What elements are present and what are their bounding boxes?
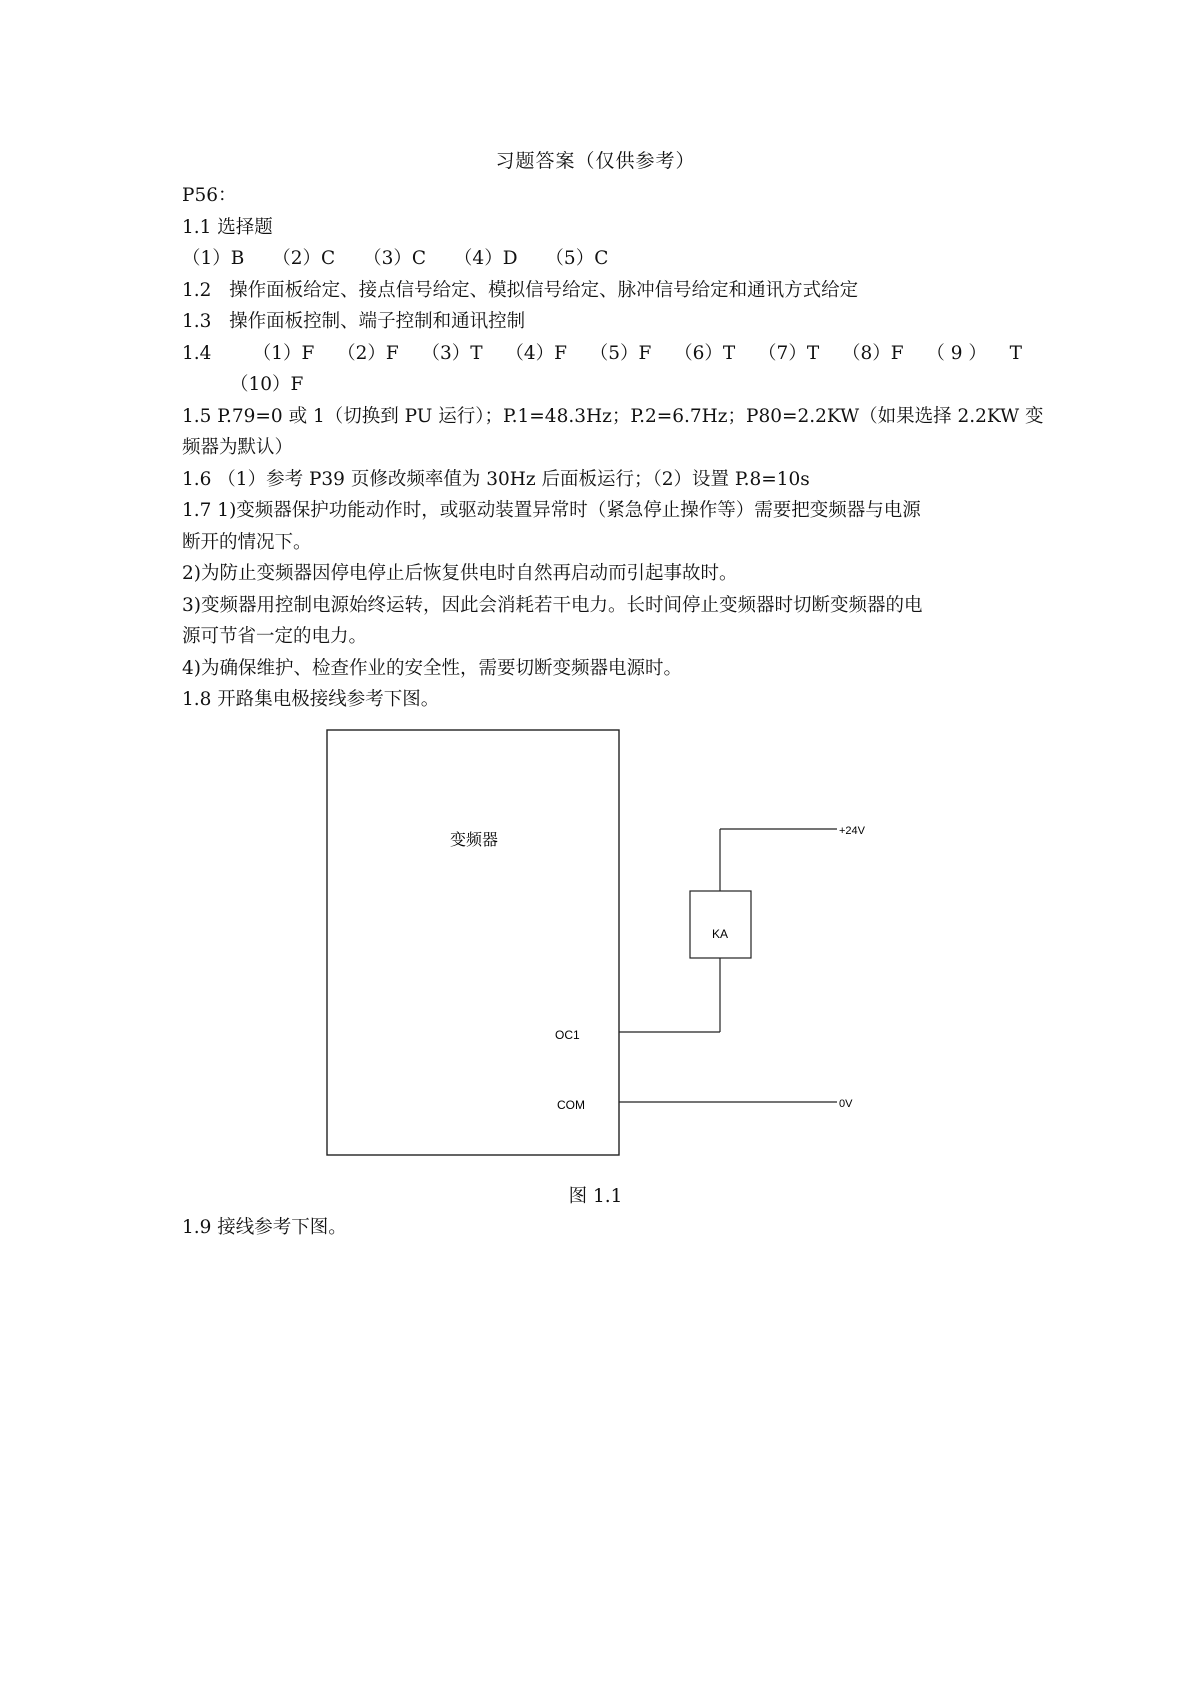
q1-7-line: 2)为防止变频器因停电停止后恢复供电时自然再启动而引起事故时。	[182, 563, 738, 584]
q1-7-line: 断开的情况下。	[182, 531, 312, 553]
relay-coil-box	[690, 891, 751, 958]
question-number: 1.3	[182, 311, 212, 332]
q1-7-line: 4)为确保维护、检查作业的安全性，需要切断变频器电源时。	[182, 657, 682, 679]
inverter-box	[327, 730, 619, 1155]
q1-4-answers-continued: （10）F	[230, 374, 304, 395]
q1-8-answer: 1.8 开路集电极接线参考下图。	[182, 689, 440, 710]
answer-item: （4）D	[453, 248, 518, 269]
answer-text: 操作面板控制、端子控制和通讯控制	[229, 311, 526, 332]
question-number: 1.4	[182, 342, 212, 364]
answer-item: （4）F	[505, 342, 568, 364]
page-title: 习题答案（仅供参考）	[495, 150, 696, 172]
inverter-label: 变频器	[449, 830, 499, 849]
answer-item: （6）T	[674, 342, 736, 364]
answer-item: （5）F	[589, 342, 652, 364]
q1-6-answer: 1.6 （1）参考 P39 页修改频率值为 30Hz 后面板运行；（2）设置 P.8=10s	[182, 468, 810, 490]
figure-caption: 图 1.1	[568, 1186, 623, 1207]
answer-item: （5）C	[545, 248, 609, 269]
q1-7-line: 源可节省一定的电力。	[182, 626, 368, 647]
answer-item: （2）C	[272, 248, 336, 269]
q1-5-line: 1.5 P.79=0 或 1（切换到 PU 运行）；P.1=48.3Hz；P.2=6.7Hz；P80=2.2KW（如果选择 2.2KW 变	[182, 405, 1044, 427]
terminal-com-label: COM	[557, 1098, 585, 1112]
page-reference: P56：	[182, 185, 237, 206]
answer-item: T	[1009, 342, 1022, 364]
answer-item: （2）F	[337, 342, 399, 364]
ground-label: 0V	[839, 1098, 853, 1110]
answer-item: （3）C	[363, 248, 427, 269]
terminal-oc1-label: OC1	[555, 1028, 580, 1042]
answer-item: （7）T	[758, 342, 820, 364]
relay-label: KA	[711, 927, 729, 941]
answer-item: （1）F	[252, 342, 315, 364]
q1-9-answer: 1.9 接线参考下图。	[182, 1217, 347, 1238]
q1-5-line: 频器为默认）	[182, 437, 294, 458]
answer-item: （8）F	[841, 342, 904, 364]
answer-item: （1）B	[182, 248, 245, 269]
question-number: 1.2	[182, 279, 212, 301]
supply-label: +24V	[839, 825, 865, 837]
q1-1-heading: 1.1 选择题	[182, 216, 273, 238]
q1-7-line: 3)变频器用控制电源始终运转，因此会消耗若干电力。长时间停止变频器时切断变频器的电	[182, 594, 923, 616]
q1-7-line: 1.7 1)变频器保护功能动作时，或驱动装置异常时（紧急停止操作等）需要把变频器与电源	[182, 500, 921, 521]
answer-item: （3）T	[421, 342, 483, 364]
answer-item: （ 9 ）	[926, 342, 987, 364]
answer-text: 操作面板给定、接点信号给定、模拟信号给定、脉冲信号给定和通讯方式给定	[229, 279, 859, 301]
